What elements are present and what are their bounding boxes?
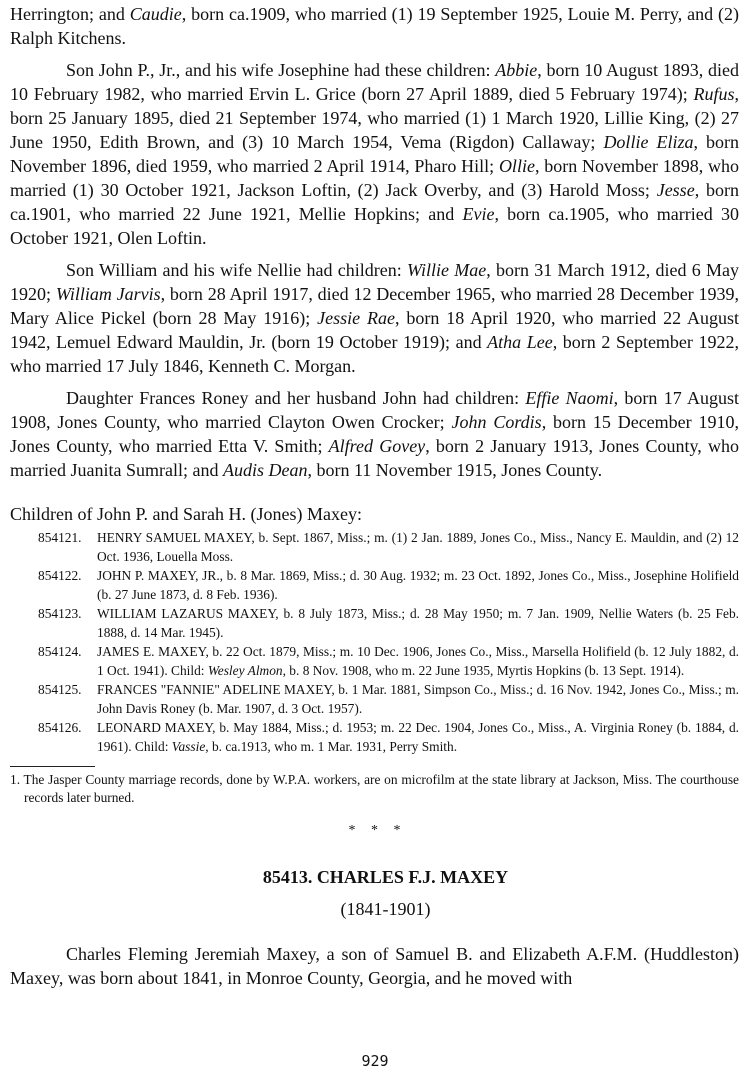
text-segment: , born 2 January 1913, Jones County, who married Juanita Sumrall; and <box>10 436 739 480</box>
child-entry <box>10 604 739 642</box>
text-segment: Son John P., Jr., and his wife Josephine had these children: <box>66 60 496 80</box>
italic-name: Audis Dean <box>222 460 308 480</box>
text-segment: , born 2 September 1922, who married 17 July 1846, Kenneth C. Morgan. <box>10 332 739 376</box>
paragraph-frances-children <box>10 386 739 482</box>
text-segment: , born 18 April 1920, who married 22 August 1942, Lemuel Edward Mauldin, Jr. (born 19 October 1919); and <box>10 308 739 352</box>
child-number: 854124. <box>38 644 82 659</box>
child-entry <box>10 718 739 756</box>
child-number: 854125. <box>38 682 82 697</box>
italic-name: Caudie <box>129 4 182 24</box>
italic-name: Rufus <box>693 84 735 104</box>
italic-name: Jesse <box>656 180 695 200</box>
text-segment: HENRY SAMUEL MAXEY, b. Sept. 1867, Miss.; m. (1) 2 Jan. 1889, Jones Co., Miss., Nancy E. Mauldin, and (2) 12 Oct. 1936, Louella Moss. <box>97 530 739 564</box>
text-segment: , born 28 April 1917, died 12 December 1965, who married 28 December 1939, Mary Alice Pickel (born 28 May 1916); <box>10 284 739 328</box>
child-entry <box>10 566 739 604</box>
text-segment: , born ca.1909, who married (1) 19 September 1925, Louie M. Perry, and (2) Ralph Kitchens. <box>10 4 739 48</box>
document-page <box>10 0 739 998</box>
section-title: 85413. CHARLES F.J. MAXEY <box>262 867 509 887</box>
child-number: 854122. <box>38 568 82 583</box>
italic-name: Ollie <box>498 156 535 176</box>
child-number: 854121. <box>38 530 82 545</box>
footnote: 1. The Jasper County marriage records, done by W.P.A. workers, are on microfilm at the state library at Jackson, Miss. The courthouse records later burned. <box>10 772 739 805</box>
text-segment: , born 10 August 1893, died 10 February 1982, who married Ervin L. Grice (born 27 April 1889, died 5 February 1974); <box>10 60 739 104</box>
paragraph-john-jr-children <box>10 58 739 250</box>
italic-name: Atha Lee <box>487 332 553 352</box>
text-segment: LEONARD MAXEY, b. May 1884, Miss.; d. 1953; m. 22 Dec. 1904, Jones Co., Miss., A. Virginia Roney (b. 1884, d. 1961). Child: <box>97 720 739 754</box>
text-segment: , born November 1898, who married (1) 30 October 1921, Jackson Loftin, (2) Jack Overby, and (3) Harold Moss; <box>10 156 739 200</box>
page-number: 929 <box>361 1052 389 1070</box>
text-segment: FRANCES "FANNIE" ADELINE MAXEY, b. 1 Mar. 1881, Simpson Co., Miss.; d. 16 Nov. 1942, Jones Co., Miss.; m. John Davis Roney (b. Mar. 1907, d. 3 Oct. 1957). <box>97 682 739 716</box>
italic-name: William Jarvis <box>55 284 161 304</box>
child-entry <box>10 528 739 566</box>
child-number: 854126. <box>38 720 82 735</box>
section-separator: * * * <box>348 823 407 838</box>
footnote-divider <box>10 766 95 767</box>
italic-name: Jessie Rae <box>317 308 395 328</box>
italic-name: John Cordis <box>451 412 542 432</box>
paragraph-charles: Charles Fleming Jeremiah Maxey, a son of Samuel B. and Elizabeth A.F.M. (Huddleston) Maxey, was born about 1841, in Monroe County, Georgia, and he moved with <box>10 944 739 988</box>
text-segment: , born 15 December 1910, Jones County, who married Etta V. Smith; <box>10 412 739 456</box>
text-segment: , b. 8 Nov. 1908, who m. 22 June 1935, Myrtis Hopkins (b. 13 Sept. 1914). <box>282 663 685 678</box>
section-dates: (1841-1901) <box>340 899 431 919</box>
text-segment: , born ca.1901, who married 22 June 1921, Mellie Hopkins; and <box>10 180 740 224</box>
italic-name: Abbie <box>495 60 538 80</box>
child-entry <box>10 642 739 680</box>
text-segment: Daughter Frances Roney and her husband John had children: <box>66 388 526 408</box>
text-segment: , born ca.1905, who married 30 October 1921, Olen Loftin. <box>10 204 739 248</box>
children-heading: Children of John P. and Sarah H. (Jones) Maxey: <box>10 504 362 524</box>
italic-name: Effie Naomi <box>525 388 614 408</box>
child-entry <box>10 680 739 718</box>
text-segment: , born 25 January 1895, died 21 September 1974, who married (1) 1 March 1920, Lillie King, (2) 27 June 1950, Edith Brown, and (3) 10 March 1954, Vema (Rigdon) Callaway; <box>10 84 739 152</box>
text-segment: , born 11 November 1915, Jones County. <box>307 460 603 480</box>
text-segment: JAMES E. MAXEY, b. 22 Oct. 1879, Miss.; m. 10 Dec. 1906, Jones Co., Miss., Marsella Holifield (b. 12 July 1882, d. 1 Oct. 1941). Child: <box>97 644 739 678</box>
text-segment: , born 17 August 1908, Jones County, who married Clayton Owen Crocker; <box>10 388 739 432</box>
paragraph-caudie <box>10 2 739 50</box>
italic-name: Alfred Govey <box>328 436 426 456</box>
italic-name: Dollie Eliza <box>603 132 694 152</box>
paragraph-william-children <box>10 258 739 378</box>
text-segment: Son William and his wife Nellie had children: <box>66 260 407 280</box>
text-segment: , born 31 March 1912, died 6 May 1920; <box>10 260 739 304</box>
text-segment: Herrington; and <box>10 4 130 24</box>
italic-name: Evie <box>462 204 495 224</box>
text-segment: , born November 1896, died 1959, who married 2 April 1914, Pharo Hill; <box>10 132 739 176</box>
child-number: 854123. <box>38 606 82 621</box>
italic-name: Vassie <box>171 739 206 754</box>
children-list <box>10 528 739 756</box>
text-segment: JOHN P. MAXEY, JR., b. 8 Mar. 1869, Miss.; d. 30 Aug. 1932; m. 23 Oct. 1892, Jones Co., Miss., Josephine Holifield (b. 27 June 1873, d. 8 Feb. 1936). <box>97 568 739 602</box>
italic-name: Wesley Almon <box>207 663 283 678</box>
italic-name: Willie Mae <box>406 260 487 280</box>
text-segment: , b. ca.1913, who m. 1 Mar. 1931, Perry Smith. <box>205 739 458 754</box>
text-segment: WILLIAM LAZARUS MAXEY, b. 8 July 1873, Miss.; d. 28 May 1950; m. 7 Jan. 1909, Nellie Waters (b. 25 Feb. 1888, d. 14 Mar. 1945). <box>97 606 739 640</box>
